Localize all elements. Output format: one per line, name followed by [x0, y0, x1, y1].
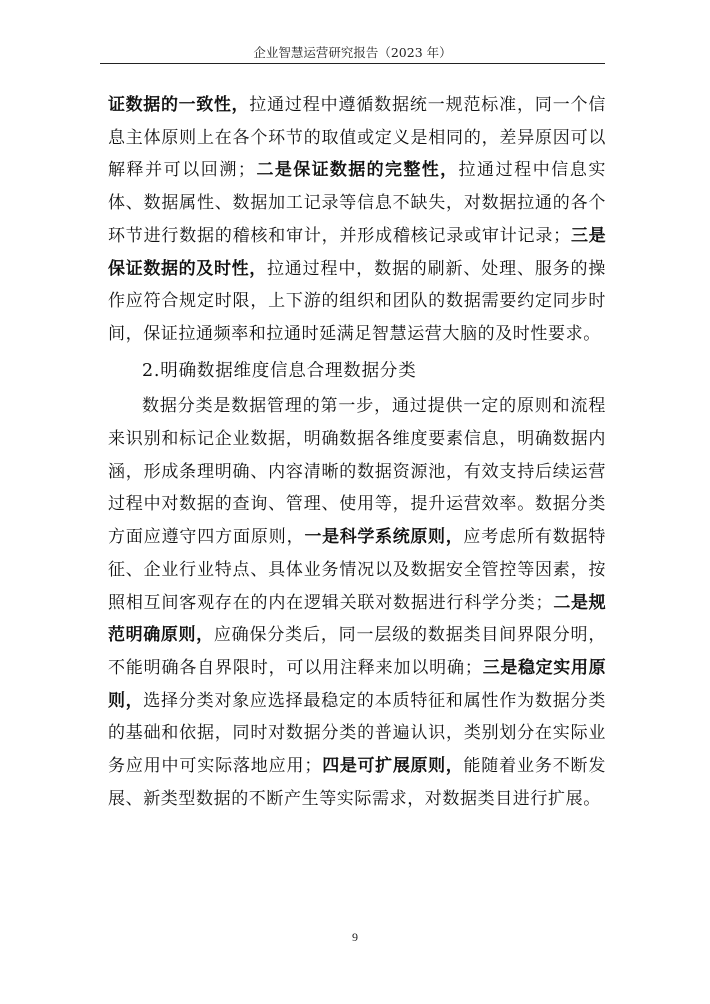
bold-phrase-extensible: 四是可扩展原则，	[321, 756, 464, 777]
section-heading: 2.明确数据维度信息合理数据分类	[142, 360, 417, 381]
paragraph-data-quality	[108, 89, 606, 351]
text-normative: 应确保分类后，同一层级的数据类目间界限分明，不能明确各自界限时，可以用注释来加以明确；	[108, 625, 606, 678]
paragraph-data-classification	[108, 390, 606, 815]
page-number: 9	[352, 930, 358, 944]
text-stable: 选择分类对象应选择最稳定的本质特征和属性作为数据分类的基础和依据，同时对数据分类的普遍认识，类别划分在实际业务应用中可实际落地应用；	[108, 690, 606, 777]
running-header: 企业智慧运营研究报告（2023 年）	[100, 43, 605, 64]
bold-phrase-consistency: 证数据的一致性，	[108, 95, 250, 115]
text-completeness: 拉通过程中信息实体、数据属性、数据加工记录等信息不缺失，对数据拉通的各个环节进行数据的稽核和审计，并形成稽核记录或审计记录；	[108, 160, 606, 246]
bold-phrase-stable: 三是稳定实用原则，	[108, 657, 606, 711]
text-scientific: 应考虑所有数据特征、企业行业特点、具体业务情况以及数据安全管控等因素，按照相互间客观存在的内在逻辑关联对数据进行科学分类；	[108, 527, 606, 613]
text-timeliness: 拉通过程中，数据的刷新、处理、服务的操作应符合规定时限，上下游的组织和团队的数据需要约定同步时间，保证拉通频率和拉通时延满足智慧运营大脑的及时性要求。	[108, 258, 606, 344]
text-consistency: 拉通过程中遵循数据统一规范标准，同一个信息主体原则上在各个环节的取值或定义是相同的，差异原因可以解释并可以回溯；	[108, 95, 607, 181]
bold-phrase-completeness: 二是保证数据的完整性，	[255, 160, 459, 181]
bold-phrase-scientific: 一是科学系统原则，	[304, 527, 464, 548]
text-classification-intro: 数据分类是数据管理的第一步，通过提供一定的原则和流程来识别和标记企业数据，明确数据各维度要素信息，明确数据内涵，形成条理明确、内容清晰的数据资源池，有效支持后续运营过程中对数据的查询、管理、使用等，提升运营效率。数据分类方面应遵守四方面原则，	[108, 396, 606, 548]
bold-phrase-normative: 二是规范明确原则，	[108, 592, 607, 646]
document-body	[108, 89, 606, 815]
bold-phrase-timeliness: 三是保证数据的及时性，	[108, 225, 606, 279]
text-extensible: 能随着业务不断发展、新类型数据的不断产生等实际需求，对数据类目进行扩展。	[108, 756, 606, 809]
